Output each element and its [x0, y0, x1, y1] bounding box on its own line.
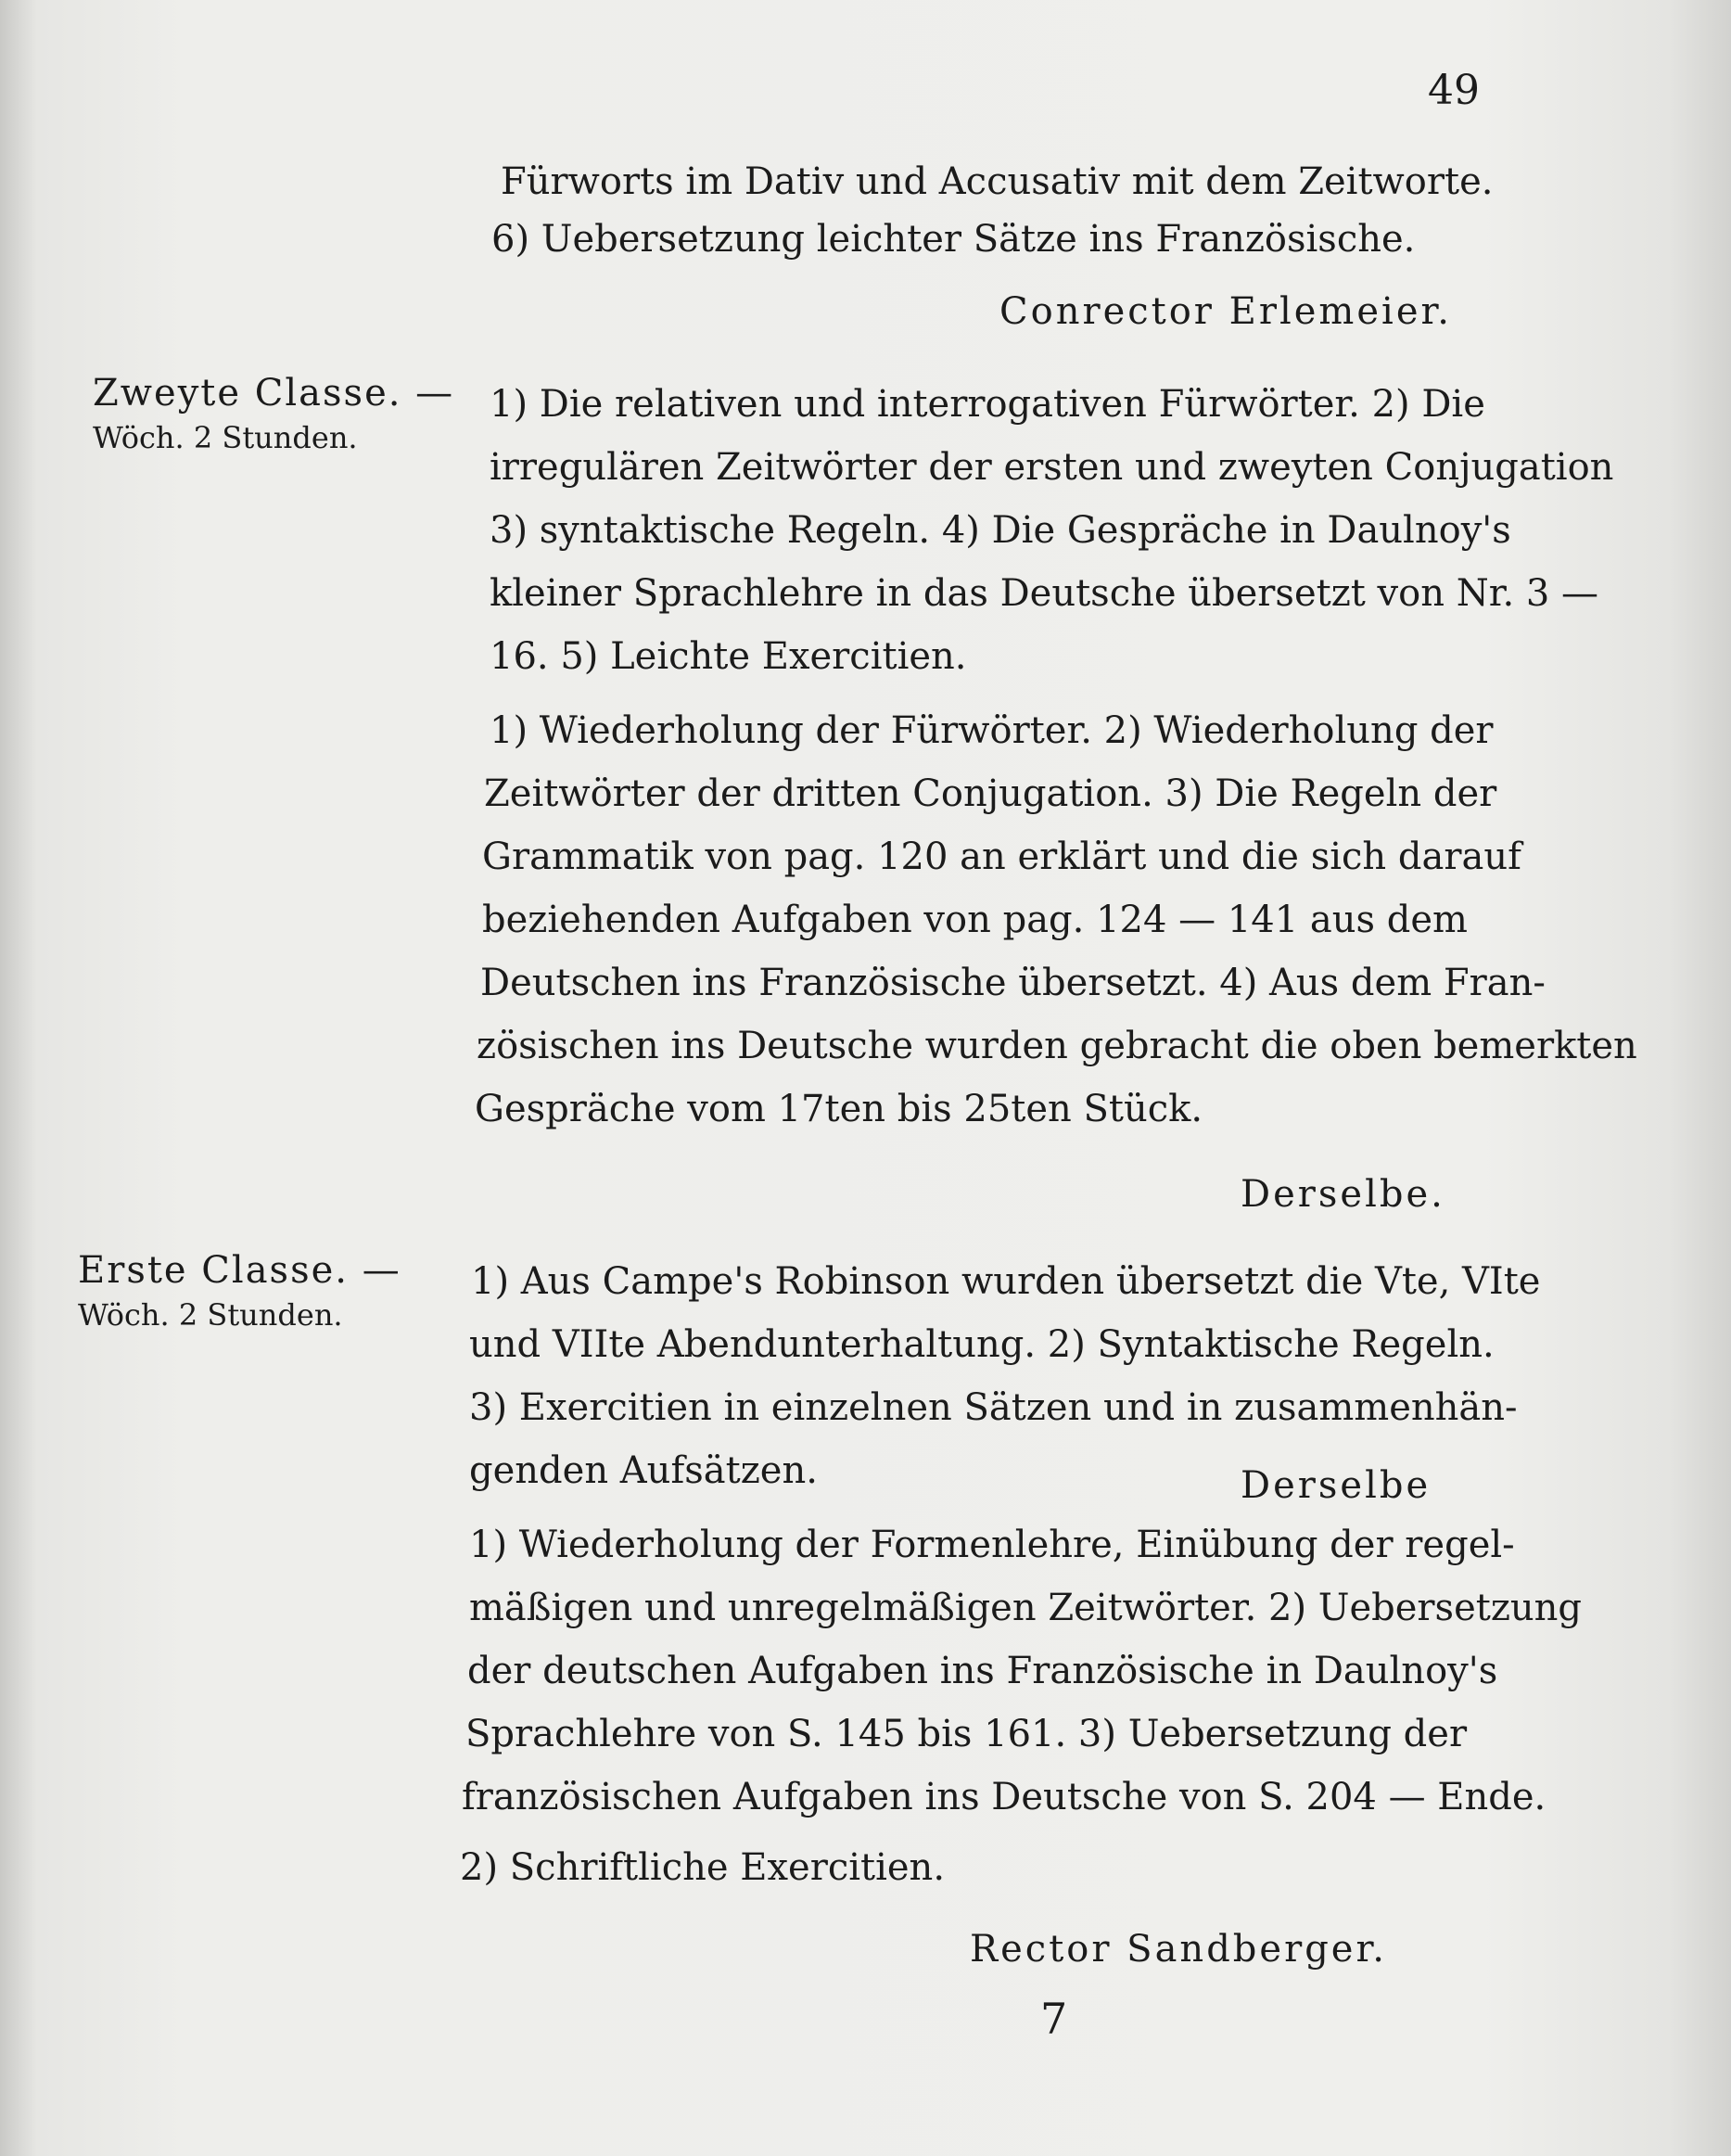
page-number: 49 [1428, 67, 1480, 114]
dash: — [415, 372, 455, 415]
text-line: genden Aufsätzen. [469, 1449, 818, 1492]
text-line: irregulären Zeitwörter der ersten und zweyten Conjugation [490, 446, 1614, 489]
text-line: kleiner Sprachlehre in das Deutsche übersetzt von Nr. 3 — [490, 572, 1599, 615]
text-line: beziehenden Aufgaben von pag. 124 — 141 aus dem [482, 899, 1468, 941]
text-line: und VIIte Abendunterhaltung. 2) Syntaktische Regeln. [469, 1323, 1495, 1366]
signature-derselbe-inline: Derselbe [1241, 1464, 1432, 1507]
text-line: Deutschen ins Französische übersetzt. 4) Aus dem Fran- [480, 962, 1546, 1004]
text-line: Zeitwörter der dritten Conjugation. 3) Die Regeln der [484, 772, 1497, 815]
class-label: Erste Classe. [78, 1249, 349, 1292]
text-line: 2) Schriftliche Exercitien. [460, 1846, 946, 1889]
text-line: 3) syntaktische Regeln. 4) Die Gespräche in Daulnoy's [490, 509, 1511, 552]
text-line: 16. 5) Leichte Exercitien. [490, 635, 967, 678]
signature-conrector: Conrector Erlemeier. [999, 290, 1452, 333]
signature-rector: Rector Sandberger. [970, 1928, 1387, 1971]
signature-derselbe: Derselbe. [1241, 1173, 1445, 1216]
text-line: der deutschen Aufgaben ins Französische in Daulnoy's [467, 1650, 1498, 1692]
text-line: französischen Aufgaben ins Deutsche von S. 204 — Ende. [462, 1776, 1546, 1818]
text-line: Fürworts im Dativ und Accusativ mit dem Zeitworte. [501, 160, 1494, 203]
text-line: zösischen ins Deutsche wurden gebracht die oben bemerkten [477, 1025, 1637, 1067]
text-line: Sprachlehre von S. 145 bis 161. 3) Uebersetzung der [465, 1713, 1468, 1755]
text-line: 1) Wiederholung der Formenlehre, Einübung der regel- [469, 1524, 1515, 1566]
dash: — [362, 1249, 401, 1292]
weekly-hours: Wöch. 2 Stunden. [78, 1297, 343, 1333]
text-line: mäßigen und unregelmäßigen Zeitwörter. 2) Uebersetzung [469, 1587, 1583, 1629]
text-line: 1) Aus Campe's Robinson wurden übersetzt die Vte, VIte [471, 1260, 1541, 1303]
text-line: 1) Die relativen und interrogativen Fürwörter. 2) Die [490, 383, 1485, 426]
signature-mark: 7 [1040, 1994, 1068, 2044]
text-line: 6) Uebersetzung leichter Sätze ins Französische. [491, 218, 1416, 261]
class-heading-erste [78, 1246, 401, 1335]
text-line: 1) Wiederholung der Fürwörter. 2) Wiederholung der [490, 709, 1494, 752]
text-line: Gespräche vom 17ten bis 25ten Stück. [475, 1088, 1203, 1130]
weekly-hours: Wöch. 2 Stunden. [93, 420, 358, 455]
class-label: Zweyte Classe. [93, 372, 402, 415]
text-line: 3) Exercitien in einzelnen Sätzen und in zusammenhän- [469, 1386, 1518, 1429]
class-heading-zweyte [93, 369, 454, 458]
text-line: Grammatik von pag. 120 an erklärt und die sich darauf [482, 836, 1521, 878]
